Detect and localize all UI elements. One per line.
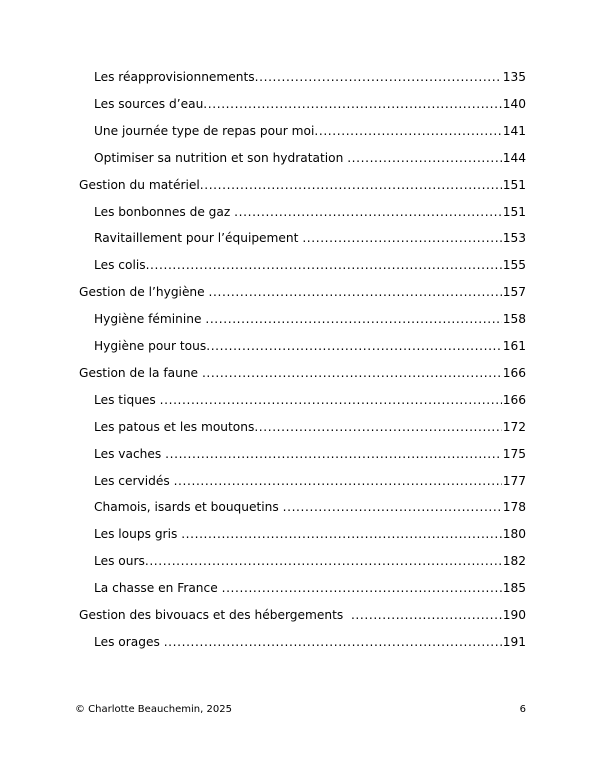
toc-entry-title: Les orages	[94, 635, 164, 649]
toc-entry-page-number: 158	[502, 312, 526, 326]
toc-entry-title: Les vaches	[94, 447, 166, 461]
toc-entry-title: Optimiser sa nutrition et son hydratation	[94, 151, 348, 165]
toc-entry-page-number: 151	[502, 205, 526, 219]
toc-dot-leader	[200, 176, 502, 194]
toc-dot-leader	[234, 203, 502, 221]
toc-entry-title: Les bonbonnes de gaz	[94, 205, 235, 219]
toc-entry-page-number: 153	[502, 231, 526, 245]
toc-subsection-entry[interactable]	[94, 337, 526, 355]
toc-section-entry[interactable]	[79, 364, 526, 382]
toc-dot-leader	[205, 310, 501, 328]
toc-entry-page-number: 157	[502, 285, 526, 299]
toc-dot-leader	[206, 337, 502, 355]
toc-subsection-entry[interactable]	[94, 68, 526, 86]
toc-entry-page-number: 166	[502, 393, 526, 407]
toc-subsection-entry[interactable]	[94, 633, 526, 651]
toc-dot-leader	[209, 283, 502, 301]
toc-entry-page-number: 185	[502, 581, 526, 595]
toc-entry-title: Une journée type de repas pour moi	[94, 124, 315, 138]
toc-entry-title: Les patous et les moutons	[94, 420, 255, 434]
toc-section-entry[interactable]	[79, 606, 526, 624]
toc-dot-leader	[222, 579, 502, 597]
toc-entry-page-number: 178	[502, 500, 526, 514]
toc-subsection-entry[interactable]	[94, 122, 526, 140]
footer-page-number: 6	[519, 704, 526, 715]
toc-entry-page-number: 191	[502, 635, 526, 649]
toc-subsection-entry[interactable]	[94, 256, 526, 274]
toc-entry-page-number: 182	[502, 554, 526, 568]
toc-dot-leader	[254, 418, 501, 436]
toc-entry-title: Les colis	[94, 258, 146, 272]
toc-entry-page-number: 161	[502, 339, 526, 353]
toc-entry-title: Les loups gris	[94, 527, 182, 541]
toc-subsection-entry[interactable]	[94, 525, 526, 543]
toc-dot-leader	[174, 472, 502, 490]
toc-dot-leader	[145, 552, 502, 570]
toc-entry-title: Les tiques	[94, 393, 160, 407]
toc-entry-title: Chamois, isards et bouquetins	[94, 500, 283, 514]
toc-dot-leader	[164, 633, 502, 651]
toc-subsection-entry[interactable]	[94, 498, 526, 516]
toc-subsection-entry[interactable]	[94, 95, 526, 113]
toc-dot-leader	[202, 364, 502, 382]
toc-entry-page-number: 144	[502, 151, 526, 165]
toc-entry-page-number: 155	[502, 258, 526, 272]
toc-dot-leader	[347, 149, 502, 167]
toc-subsection-entry[interactable]	[94, 149, 526, 167]
toc-entry-title: Gestion de la faune	[79, 366, 202, 380]
toc-dot-leader	[181, 525, 502, 543]
toc-entry-page-number: 141	[502, 124, 526, 138]
toc-subsection-entry[interactable]	[94, 418, 526, 436]
footer-copyright: © Charlotte Beauchemin, 2025	[75, 704, 232, 715]
toc-entry-page-number: 180	[502, 527, 526, 541]
toc-subsection-entry[interactable]	[94, 579, 526, 597]
toc-entry-title: Hygiène féminine	[94, 312, 206, 326]
toc-entry-title: Les réapprovisionnements	[94, 70, 255, 84]
toc-entry-title: Gestion des bivouacs et des hébergements	[79, 608, 351, 622]
toc-entry-title: Gestion du matériel	[79, 178, 200, 192]
toc-dot-leader	[203, 95, 501, 113]
toc-dot-leader	[314, 122, 501, 140]
toc-entry-page-number: 177	[502, 474, 526, 488]
toc-section-entry[interactable]	[79, 283, 526, 301]
toc-dot-leader	[146, 256, 502, 274]
toc-entry-page-number: 172	[502, 420, 526, 434]
toc-dot-leader	[351, 606, 502, 624]
toc-entry-title: Les sources d’eau	[94, 97, 204, 111]
toc-subsection-entry[interactable]	[94, 445, 526, 463]
toc-subsection-entry[interactable]	[94, 391, 526, 409]
toc-section-entry[interactable]	[79, 176, 526, 194]
toc-entry-title: La chasse en France	[94, 581, 222, 595]
toc-dot-leader	[165, 445, 502, 463]
toc-entry-title: Les ours	[94, 554, 145, 568]
toc-entry-page-number: 140	[502, 97, 526, 111]
toc-entry-title: Ravitaillement pour l’équipement	[94, 231, 303, 245]
toc-entry-page-number: 151	[502, 178, 526, 192]
toc-entry-page-number: 190	[502, 608, 526, 622]
toc-entry-page-number: 175	[502, 447, 526, 461]
toc-subsection-entry[interactable]	[94, 229, 526, 247]
toc-entry-page-number: 166	[502, 366, 526, 380]
toc-dot-leader	[160, 391, 502, 409]
toc-dot-leader	[283, 498, 502, 516]
toc-subsection-entry[interactable]	[94, 472, 526, 490]
toc-entry-title: Hygiène pour tous	[94, 339, 207, 353]
toc-entry-page-number: 135	[502, 70, 526, 84]
toc-dot-leader	[255, 68, 502, 86]
toc-dot-leader	[302, 229, 501, 247]
toc-subsection-entry[interactable]	[94, 310, 526, 328]
toc-subsection-entry[interactable]	[94, 203, 526, 221]
toc-subsection-entry[interactable]	[94, 552, 526, 570]
toc-entry-title: Les cervidés	[94, 474, 174, 488]
toc-entry-title: Gestion de l’hygiène	[79, 285, 209, 299]
